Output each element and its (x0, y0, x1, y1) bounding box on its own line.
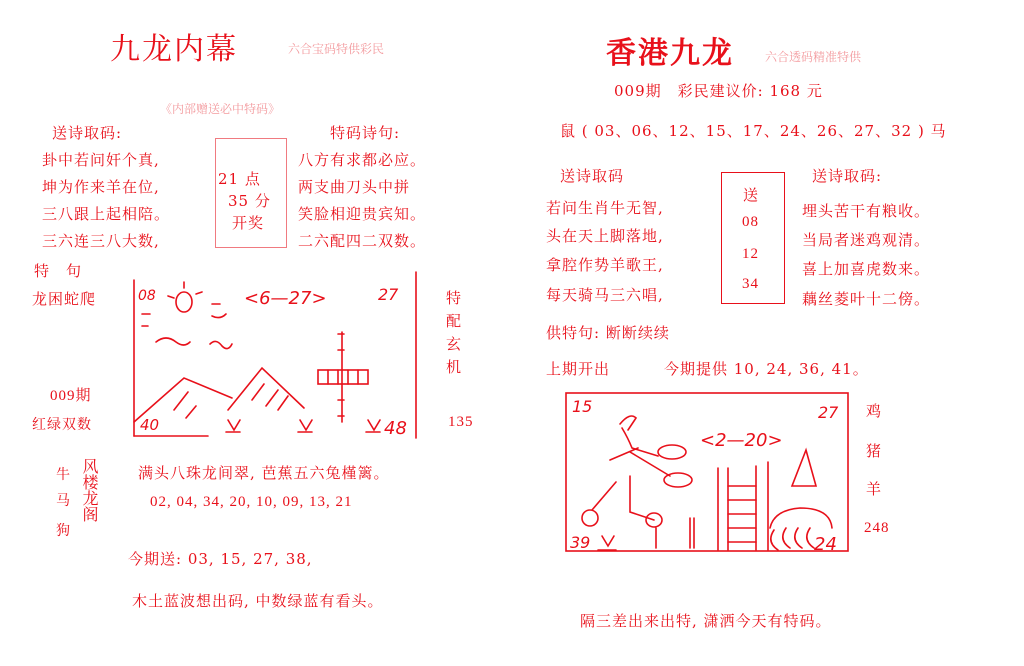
number-row: 鼠 ( 03、06、12、15、17、24、26、27、32 ) 马 (560, 122, 947, 140)
side-zodiac: 羊 (866, 480, 883, 498)
poem-line: 喜上加喜虎数来。 (802, 260, 931, 278)
left-poem-line: 卦中若问奸个真, (42, 151, 160, 169)
zodiac-item: 马 (56, 493, 71, 509)
side-number: 135 (448, 414, 474, 430)
send-box-number: 08 (742, 214, 759, 230)
right-poem-line: 笑脸相迎贵宾知。 (298, 205, 427, 223)
left-quote: 《内部赠送必中特码》 (160, 102, 281, 116)
special-phrase: 龙困蛇爬 (32, 290, 97, 308)
right-poem-right-heading: 送诗取码: (812, 167, 883, 185)
right-poem-line: 二六配四二双数。 (298, 232, 427, 250)
special-phrase: 供特句: 断断续续 (546, 324, 670, 342)
left-subtitle: 六合宝码特供彩民 (288, 42, 385, 56)
sketch-label: 15 (572, 397, 593, 416)
poem-line: 藕丝菱叶十二傍。 (802, 290, 931, 308)
right-sketch-illustration (560, 388, 860, 558)
svg-text:48: 48 (384, 418, 407, 439)
poem-line: 当局者迷鸡观清。 (802, 231, 931, 249)
time-line: 35 分 (228, 192, 271, 210)
send-box-number: 12 (742, 246, 759, 262)
right-poem-line: 两支曲刀头中拼 (298, 178, 411, 196)
left-poem-line: 坤为作来羊在位, (42, 178, 160, 196)
svg-text:<2—20>: <2—20> (700, 430, 783, 451)
today-send: 今期送: 03, 15, 27, 38, (128, 550, 313, 568)
sketch-label: 08 (138, 288, 156, 304)
side-number: 248 (864, 520, 890, 536)
poem-line: 拿腔作势羊歌王, (546, 256, 664, 274)
svg-text:<6—27>: <6—27> (244, 288, 327, 309)
issue-price: 009期 彩民建议价: 168 元 (614, 82, 823, 100)
pavilion-vertical-text: 风楼龙阁 (80, 458, 99, 522)
time-line: 开奖 (232, 214, 265, 232)
side-zodiac: 鸡 (866, 402, 883, 420)
zodiac-item: 牛 (56, 467, 71, 483)
number-list: 02, 04, 34, 20, 10, 09, 13, 21 (150, 494, 353, 510)
poem-line: 头在天上脚落地, (546, 227, 664, 245)
poem-line: 每天骑马三六唱, (546, 286, 664, 304)
side-zodiac: 猪 (866, 442, 883, 460)
svg-text:24: 24 (814, 534, 837, 555)
svg-text:27: 27 (818, 403, 839, 422)
issue-number: 009期 (50, 388, 92, 404)
send-box-number: 34 (742, 276, 759, 292)
right-title: 香港九龙 (606, 36, 734, 71)
verse-line: 满头八珠龙间翠, 芭蕉五六兔槿篱。 (138, 464, 390, 482)
left-poem-line: 三六连三八大数, (42, 232, 160, 250)
time-line: 21 点 (218, 170, 261, 188)
send-box-label: 送 (743, 186, 760, 204)
left-poem-line: 三八跟上起相陪。 (42, 205, 171, 223)
today-offer: 今期提供 10, 24, 36, 41。 (664, 360, 869, 378)
svg-text:40: 40 (140, 416, 160, 434)
poem-line: 埋头苦干有粮收。 (802, 202, 931, 220)
poem-line: 若问生肖牛无智, (546, 199, 664, 217)
right-subtitle: 六合透码精准特供 (765, 50, 862, 64)
left-closing: 木土蓝波想出码, 中数绿蓝有看头。 (132, 592, 384, 610)
svg-text:27: 27 (378, 285, 399, 304)
special-label: 特 句 (34, 262, 83, 280)
side-vertical-text: 特配玄机 (444, 290, 462, 382)
color-hint: 红绿双数 (32, 417, 92, 433)
last-draw: 上期开出 (546, 360, 611, 378)
zodiac-item: 狗 (56, 523, 71, 539)
right-poem-heading: 特码诗句: (330, 124, 401, 142)
left-sketch-illustration (128, 270, 418, 442)
left-title: 九龙内幕 (110, 32, 238, 67)
svg-text:39: 39 (570, 533, 591, 552)
left-poem-heading: 送诗取码: (52, 124, 123, 142)
right-poem-left-heading: 送诗取码 (560, 167, 625, 185)
right-poem-line: 八方有求都必应。 (298, 151, 427, 169)
right-closing: 隔三差出来出特, 潇洒今天有特码。 (580, 612, 832, 630)
